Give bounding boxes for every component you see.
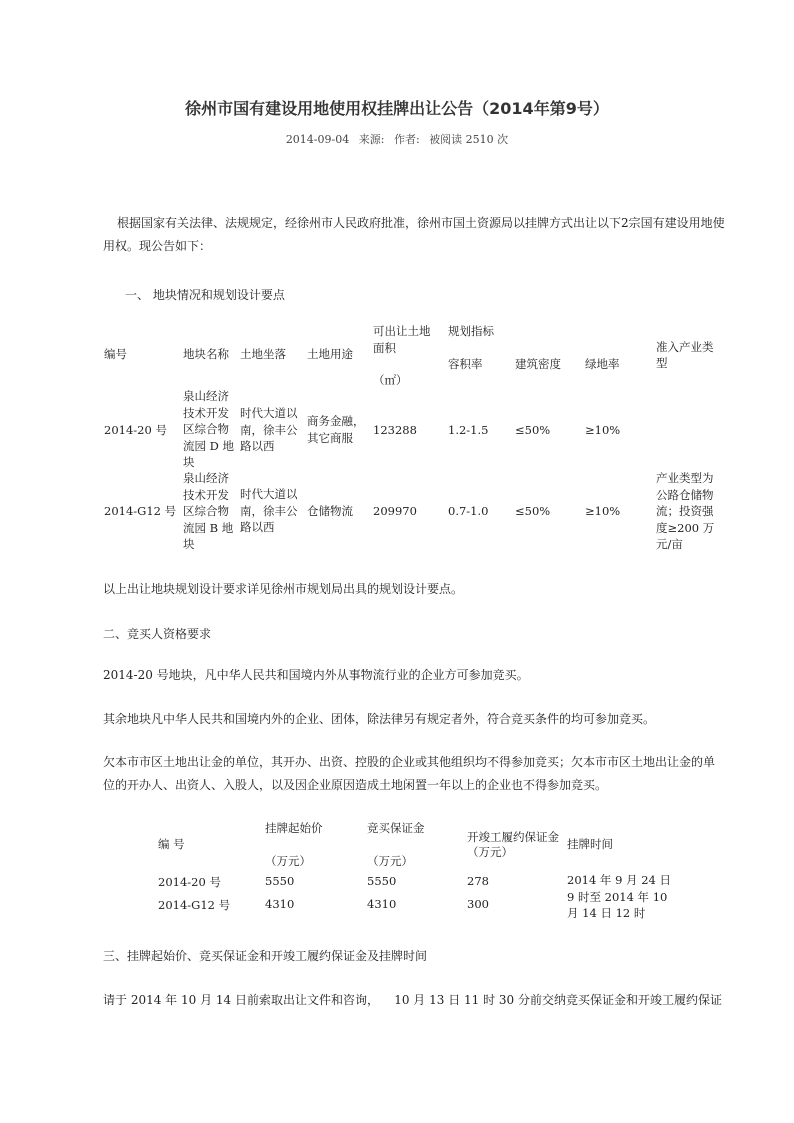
th-industry-1: 准入产业类 <box>656 340 714 354</box>
row1-far: 1.2-1.5 <box>448 423 489 437</box>
row2-industry-line: 产业类型为 <box>656 471 714 485</box>
t2-row2-perf: 300 <box>467 897 489 911</box>
article-title: 徐州市国有建设用地使用权挂牌出让公告（2014年第9号） <box>185 99 609 118</box>
row2-industry-line: 元/亩 <box>656 537 683 551</box>
row2-name-line: 泉山经济 <box>183 471 229 485</box>
th-green: 绿地率 <box>585 357 620 371</box>
t2-th-deposit-unit: （万元） <box>367 854 413 868</box>
row2-location <box>240 486 298 536</box>
row1-name-line: 流园 D 地 <box>183 438 235 453</box>
t2-th-deposit: 竞买保证金 <box>367 821 425 835</box>
t2-th-start-price-unit: （万元） <box>265 854 311 868</box>
row2-name-line: 技术开发 <box>183 487 229 502</box>
t2-th-start-price: 挂牌起始价 <box>265 821 323 835</box>
row2-location-line: 时代大道以 <box>240 487 298 501</box>
t2-row2-start-price: 4310 <box>265 897 295 911</box>
row2-green: ≥10% <box>585 504 621 518</box>
th-location: 土地坐落 <box>240 347 286 361</box>
t2-th-perf-2: （万元） <box>467 845 513 859</box>
t2-row2-deposit: 4310 <box>367 897 397 911</box>
row1-name-line: 技术开发 <box>183 405 229 420</box>
row2-area: 209970 <box>373 504 417 518</box>
t2-row1-start-price: 5550 <box>265 874 295 888</box>
th-area-1: 可出让土地 <box>373 324 431 338</box>
t2-row1-perf: 278 <box>467 874 489 888</box>
section3-heading: 三、挂牌起始价、竞买保证金和开竣工履约保证金及挂牌时间 <box>103 949 428 963</box>
row1-name-line: 块 <box>183 455 195 469</box>
author-label: 作者: <box>393 133 420 146</box>
t2-time <box>567 872 671 922</box>
row2-industry-line: 流；投资强 <box>656 504 714 518</box>
t2-row1-deposit: 5550 <box>367 874 397 888</box>
note-after-table1: 以上出让地块规划设计要求详见徐州市规划局出具的规划设计要点。 <box>103 582 464 596</box>
row1-location-line: 时代大道以 <box>240 406 298 420</box>
row1-id: 2014-20 号 <box>104 423 167 437</box>
row2-far: 0.7-1.0 <box>448 504 489 518</box>
th-use: 土地用途 <box>307 347 353 361</box>
t2-row1-id: 2014-20 号 <box>158 875 221 889</box>
row1-use-line: 其它商服 <box>307 430 353 445</box>
row2-industry <box>656 470 714 553</box>
section2-p2: 其余地块凡中华人民共和国境内外的企业、团体，除法律另有规定者外，符合竞买条件的均可参加竞买。 <box>103 712 656 726</box>
section1-heading: 一、 地块情况和规划设计要点 <box>125 288 285 302</box>
row1-name <box>183 388 234 471</box>
row2-density: ≤50% <box>515 504 551 518</box>
row1-use <box>307 413 365 446</box>
th-name: 地块名称 <box>183 347 229 361</box>
row2-location-line: 路以西 <box>240 520 275 534</box>
th-planning: 规划指标 <box>448 324 494 338</box>
intro-paragraph: 根据国家有关法律、法规规定，经徐州市人民政府批准，徐州市国土资源局以挂牌方式出让以下2宗国有建设用地使用权。现公告如下： <box>103 216 725 253</box>
row2-industry-line: 公路仓储物 <box>656 487 714 502</box>
row2-name-line: 块 <box>183 537 195 551</box>
t2-row2-id: 2014-G12 号 <box>158 898 231 912</box>
section2-p3: 欠本市市区土地出让金的单位，其开办、出资、控股的企业或其他组织均不得参加竞买；欠本市市区土地出让金的单位的开办人、出资人、入股人，以及因企业原因造成土地闲置一年以上的企业也不得参加竞买。 <box>103 755 716 792</box>
row1-location <box>240 405 298 455</box>
article-meta <box>0 131 794 147</box>
row1-location-line: 南，徐丰公 <box>240 422 298 437</box>
section2-p1: 2014-20 号地块，凡中华人民共和国境内外从事物流行业的企业方可参加竞买。 <box>103 668 529 682</box>
row2-use: 仓储物流 <box>307 504 353 518</box>
t2-time-line: 2014 年 9 月 24 日 <box>567 873 671 887</box>
section2-heading: 二、竞买人资格要求 <box>103 627 212 641</box>
row1-name-line: 区综合物 <box>183 422 229 436</box>
row2-name <box>183 470 233 553</box>
row1-name-line: 泉山经济 <box>183 389 229 403</box>
article-date: 2014-09-04 <box>285 133 350 146</box>
th-density: 建筑密度 <box>515 357 561 371</box>
row2-location-line: 南，徐丰公 <box>240 503 298 518</box>
row1-density: ≤50% <box>515 423 551 437</box>
row2-industry-line: 度≥200 万 <box>656 520 715 535</box>
t2-time-line: 月 14 日 12 时 <box>567 906 646 920</box>
row2-name-line: 区综合物 <box>183 504 229 518</box>
th-area-2: 面积 <box>373 341 396 355</box>
row1-green: ≥10% <box>585 423 621 437</box>
th-id: 编号 <box>104 347 127 361</box>
t2-th-perf-1: 开竣工履约保证金 <box>467 830 559 844</box>
source-label: 来源: <box>358 133 385 146</box>
row1-area: 123288 <box>373 423 417 437</box>
th-area-unit: （㎡） <box>373 373 408 387</box>
t2-th-time: 挂牌时间 <box>567 837 613 851</box>
row1-location-line: 路以西 <box>240 439 275 453</box>
section3-p1: 请于 2014 年 10 月 14 日前索取出让文件和咨询， 10 月 13 日 11 时 30 分前交纳竞买保证金和开竣工履约保证 <box>103 993 723 1007</box>
th-far: 容积率 <box>448 357 483 371</box>
read-count: 被阅读 2510 次 <box>429 133 509 146</box>
row2-name-line: 流园 B 地 <box>183 520 234 535</box>
t2-th-id: 编 号 <box>158 837 185 851</box>
row2-id: 2014-G12 号 <box>104 504 177 518</box>
th-industry-2: 型 <box>656 356 668 370</box>
t2-time-line: 9 时至 2014 年 10 <box>567 889 668 904</box>
row1-use-line: 商务金融， <box>307 414 365 428</box>
